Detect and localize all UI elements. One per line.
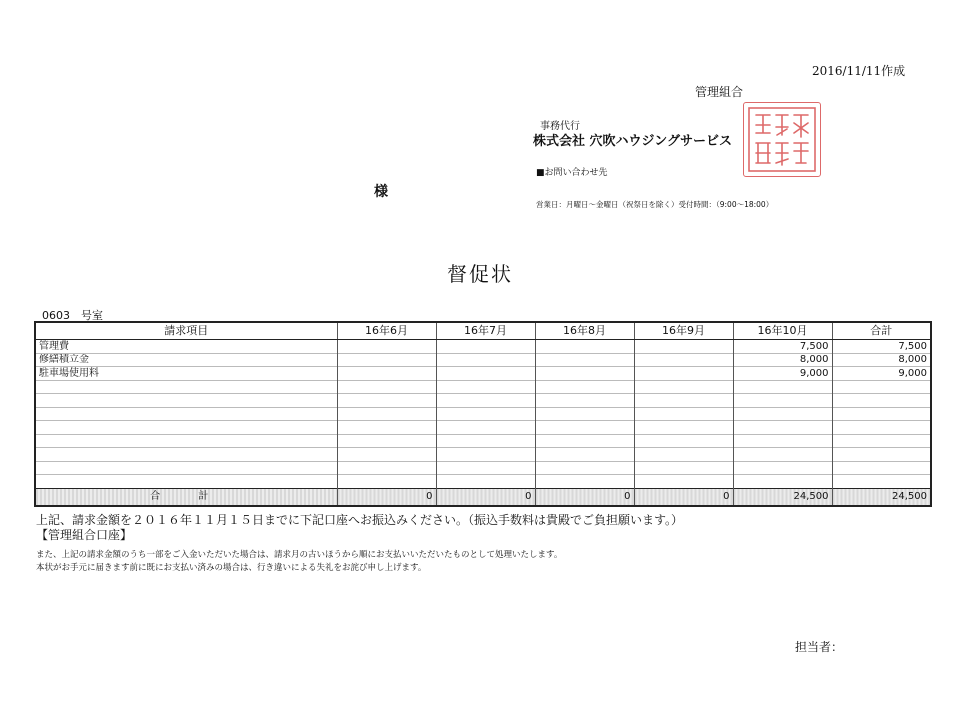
amount-cell xyxy=(733,475,832,489)
total-amount: 24,500 xyxy=(733,488,832,506)
amount-cell xyxy=(634,421,733,435)
association-name: 管理組合 xyxy=(695,85,744,99)
total-amount: 0 xyxy=(337,488,436,506)
company-name: 株式会社 穴吹ハウジングサービス xyxy=(533,134,732,149)
total-amount: 24,500 xyxy=(832,488,931,506)
column-header: 16年9月 xyxy=(634,322,733,340)
agency-label: 事務代行 xyxy=(540,121,580,132)
amount-cell xyxy=(337,407,436,421)
amount-cell xyxy=(436,380,535,394)
amount-cell xyxy=(634,340,733,354)
item-cell xyxy=(35,421,337,435)
amount-cell xyxy=(832,407,931,421)
total-row xyxy=(35,488,931,506)
table-row xyxy=(35,475,931,489)
table-row xyxy=(35,434,931,448)
amount-cell xyxy=(337,394,436,408)
item-cell xyxy=(35,461,337,475)
amount-cell xyxy=(337,434,436,448)
amount-cell xyxy=(436,353,535,367)
amount-cell xyxy=(832,421,931,435)
account-label: 【管理組合口座】 xyxy=(36,528,133,542)
item-cell xyxy=(35,434,337,448)
amount-cell xyxy=(337,353,436,367)
item-cell xyxy=(35,380,337,394)
table-row xyxy=(35,448,931,462)
table-row xyxy=(35,367,931,381)
amount-cell xyxy=(535,367,634,381)
amount-cell xyxy=(733,380,832,394)
item-cell xyxy=(35,394,337,408)
amount-cell xyxy=(832,475,931,489)
amount-cell xyxy=(535,461,634,475)
amount-cell xyxy=(733,448,832,462)
amount-cell xyxy=(535,434,634,448)
amount-cell xyxy=(733,434,832,448)
amount-cell xyxy=(337,421,436,435)
already-paid-note: 本状がお手元に届きます前に既にお支払い済みの場合は、行き違いによる失礼をお詫び申し上げます。 xyxy=(36,563,427,573)
column-header: 請求項目 xyxy=(35,322,337,340)
amount-cell: 8,000 xyxy=(733,353,832,367)
payment-notice: 上記、請求金額を２０１６年１１月１５日までに下記口座へお振込みください。（振込手数料は貴殿でご負担願います。） xyxy=(36,513,684,527)
amount-cell xyxy=(634,367,733,381)
billing-table xyxy=(34,321,932,507)
amount-cell xyxy=(832,394,931,408)
table-row xyxy=(35,394,931,408)
issue-date: 2016/11/11作成 xyxy=(812,64,906,78)
column-header: 合計 xyxy=(832,322,931,340)
amount-cell xyxy=(337,475,436,489)
amount-cell xyxy=(337,461,436,475)
amount-cell xyxy=(535,421,634,435)
amount-cell xyxy=(436,461,535,475)
table-row xyxy=(35,461,931,475)
addressee-suffix: 様 xyxy=(374,184,388,200)
amount-cell xyxy=(733,461,832,475)
amount-cell: 9,000 xyxy=(733,367,832,381)
room-number: 0603 号室 xyxy=(42,309,103,322)
amount-cell xyxy=(733,394,832,408)
amount-cell xyxy=(535,340,634,354)
amount-cell xyxy=(634,407,733,421)
table-row xyxy=(35,340,931,354)
amount-cell xyxy=(634,461,733,475)
amount-cell xyxy=(634,394,733,408)
column-header: 16年6月 xyxy=(337,322,436,340)
amount-cell: 9,000 xyxy=(832,367,931,381)
amount-cell xyxy=(436,475,535,489)
item-cell xyxy=(35,407,337,421)
amount-cell xyxy=(535,394,634,408)
amount-cell xyxy=(535,448,634,462)
table-row xyxy=(35,407,931,421)
amount-cell xyxy=(436,407,535,421)
amount-cell xyxy=(535,353,634,367)
item-cell: 駐車場使用料 xyxy=(35,367,337,381)
amount-cell xyxy=(733,407,832,421)
amount-cell xyxy=(535,407,634,421)
amount-cell xyxy=(436,367,535,381)
amount-cell xyxy=(832,380,931,394)
item-cell: 修繕積立金 xyxy=(35,353,337,367)
amount-cell: 7,500 xyxy=(733,340,832,354)
amount-cell xyxy=(634,380,733,394)
inquiry-label: ■お問い合わせ先 xyxy=(536,168,608,178)
item-cell xyxy=(35,475,337,489)
document-title: 督促状 xyxy=(447,262,513,286)
table-row xyxy=(35,353,931,367)
amount-cell xyxy=(832,448,931,462)
amount-cell xyxy=(634,434,733,448)
business-hours: 営業日：月曜日～金曜日（祝祭日を除く）受付時間：（9:00～18:00） xyxy=(536,200,774,209)
column-header: 16年10月 xyxy=(733,322,832,340)
amount-cell xyxy=(535,475,634,489)
amount-cell xyxy=(337,448,436,462)
amount-cell xyxy=(337,380,436,394)
amount-cell: 7,500 xyxy=(832,340,931,354)
column-header: 16年8月 xyxy=(535,322,634,340)
person-in-charge-label: 担当者： xyxy=(795,640,844,654)
amount-cell xyxy=(634,448,733,462)
item-cell xyxy=(35,448,337,462)
table-row xyxy=(35,380,931,394)
partial-payment-note: また、上記の請求金額のうち一部をご入金いただいた場合は、請求月の古いほうから順にお支払いいただいたものとして処理いたします。 xyxy=(36,550,563,560)
item-cell: 管理費 xyxy=(35,340,337,354)
column-header: 16年7月 xyxy=(436,322,535,340)
amount-cell xyxy=(337,367,436,381)
total-amount: 0 xyxy=(634,488,733,506)
table-row xyxy=(35,421,931,435)
total-label: 合 計 xyxy=(35,488,337,506)
amount-cell xyxy=(832,434,931,448)
amount-cell xyxy=(436,421,535,435)
amount-cell xyxy=(634,475,733,489)
amount-cell xyxy=(436,448,535,462)
amount-cell xyxy=(832,461,931,475)
amount-cell xyxy=(733,421,832,435)
total-amount: 0 xyxy=(436,488,535,506)
amount-cell xyxy=(337,340,436,354)
amount-cell xyxy=(634,353,733,367)
amount-cell xyxy=(436,434,535,448)
amount-cell xyxy=(436,394,535,408)
total-amount: 0 xyxy=(535,488,634,506)
table-header-row xyxy=(35,322,931,340)
amount-cell: 8,000 xyxy=(832,353,931,367)
company-seal-icon xyxy=(743,102,821,177)
amount-cell xyxy=(436,340,535,354)
amount-cell xyxy=(535,380,634,394)
